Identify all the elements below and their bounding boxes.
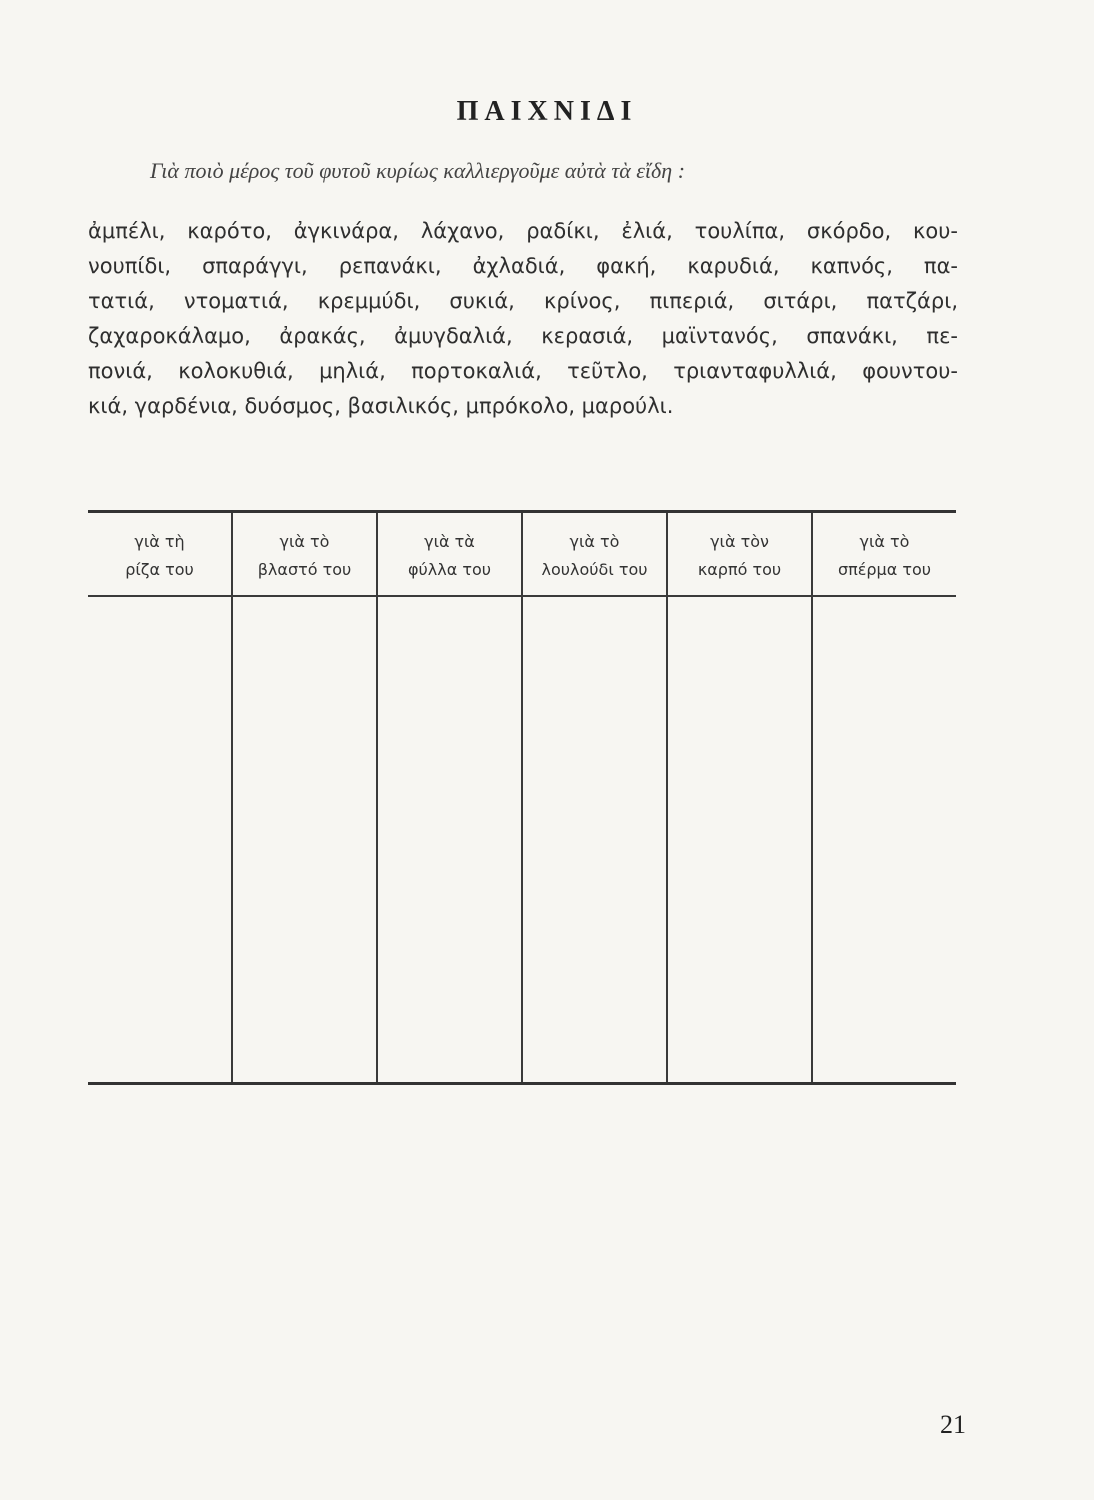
plant-list-line: τατιά, ντοματιά, κρεμμύδι, συκιά, κρίνος, πιπεριά, σιτάρι, πατζάρι,	[88, 289, 958, 313]
column-header-line2: καρπό του	[697, 560, 782, 579]
column-header	[523, 513, 666, 597]
plant-list-line: νουπίδι, σπαράγγι, ρεπανάκι, ἀχλαδιά, φακή, καρυδιά, καπνός, πα-	[88, 254, 958, 278]
plant-list-line: πονιά, κολοκυθιά, μηλιά, πορτοκαλιά, τεῦτλο, τριανταφυλλιά, φουντου-	[88, 359, 958, 383]
table-bottom-rule	[88, 1082, 956, 1085]
column-header	[668, 513, 811, 597]
column-header	[233, 513, 376, 597]
plant-list-line: κιά, γαρδένια, δυόσμος, βασιλικός, μπρόκολο, μαρούλι.	[88, 394, 674, 418]
plant-list	[88, 214, 958, 424]
page-number: 21	[940, 1410, 966, 1439]
plant-list-line: ζαχαροκάλαμο, ἀρακάς, ἀμυγδαλιά, κερασιά, μαϊντανός, σπανάκι, πε-	[88, 324, 958, 348]
question-text: Γιὰ ποιὸ μέρος τοῦ φυτοῦ κυρίως καλλιεργοῦμε αὐτὰ τὰ εἴδη :	[150, 158, 686, 183]
table-column-leaves	[378, 513, 523, 1082]
table-column-flower	[523, 513, 668, 1082]
column-header-line1: γιὰ τὸ	[859, 532, 910, 551]
column-header-line2: σπέρμα του	[837, 560, 932, 579]
column-header-line1: γιὰ τὰ	[424, 532, 475, 551]
table-column-fruit	[668, 513, 813, 1082]
page-title: ΠΑΙΧΝΙΔΙ	[456, 96, 638, 127]
plant-list-line: ἀμπέλι, καρότο, ἀγκινάρα, λάχανο, ραδίκι, ἐλιά, τουλίπα, σκόρδο, κου-	[88, 219, 958, 243]
table-column-stem	[233, 513, 378, 1082]
classification-table	[88, 510, 956, 1088]
table-column-root	[88, 513, 233, 1082]
column-header-line2: φύλλα του	[407, 560, 492, 579]
column-header-line1: γιὰ τὸν	[710, 532, 769, 551]
table-grid	[88, 513, 956, 1082]
column-header	[88, 513, 231, 597]
column-header	[378, 513, 521, 597]
column-header-line1: γιὰ τὸ	[279, 532, 330, 551]
column-header-line1: γιὰ τὸ	[569, 532, 620, 551]
column-header-line1: γιὰ τὴ	[134, 532, 185, 551]
column-header-line2: λουλούδι του	[541, 560, 648, 579]
column-header	[813, 513, 956, 597]
table-column-seed	[813, 513, 956, 1082]
column-header-line2: ρίζα του	[125, 560, 194, 579]
column-header-line2: βλαστό του	[257, 560, 352, 579]
